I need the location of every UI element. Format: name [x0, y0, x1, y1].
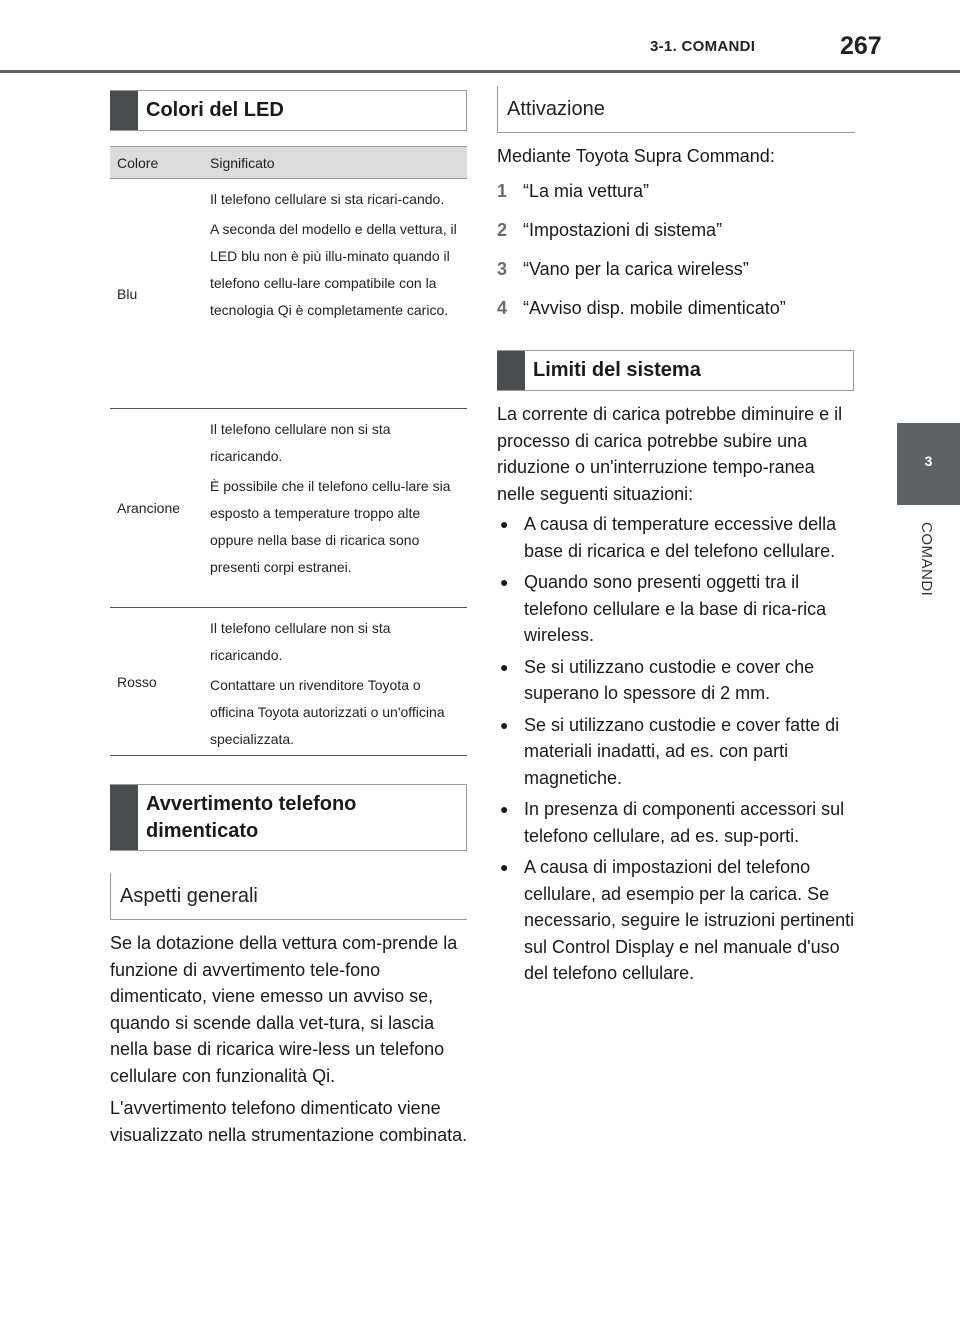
heading-bar [497, 351, 525, 390]
bullet-icon: ● [500, 801, 509, 817]
meaning-line: È possibile che il telefono cellu-lare sia esposto a temperature troppo alte oppure nella base di ricarica sono presenti corpi estranei. [210, 478, 451, 575]
list-item [497, 796, 857, 849]
list-item [497, 712, 857, 792]
led-meaning-cell [210, 409, 467, 607]
bullet-icon: ● [500, 516, 509, 532]
step-text: “Impostazioni di sistema” [523, 220, 723, 240]
step-number: 2 [497, 220, 508, 240]
chapter-label: COMANDI [918, 522, 935, 597]
bullet-text: In presenza di componenti accessori sul telefono cellulare, ad es. sup-porti. [524, 799, 845, 846]
heading-text: Colori del LED [146, 99, 284, 121]
column-header-color: Colore [117, 154, 159, 171]
subheading-general: Aspetti generali [110, 873, 467, 920]
bullet-text: Quando sono presenti oggetti tra il telefono cellulare e la base di rica-rica wireless. [524, 572, 827, 645]
step-text: “Avviso disp. mobile dimenticato” [523, 298, 786, 318]
table-row [110, 409, 467, 608]
bullet-text: A causa di impostazioni del telefono cellulare, ad esempio per la carica. Se necessario, seguire le istruzioni pertinenti sul Control Display e nel manuale d'uso del telefono cellulare. [524, 857, 855, 983]
meaning-line: A seconda del modello e della vettura, il LED blu non è più illu-minato quando il telefono cellu-lare compatibile con la tecnologia Qi è completamente carico. [210, 221, 457, 318]
activation-intro: Mediante Toyota Supra Command: [497, 146, 775, 166]
bullet-icon: ● [500, 574, 509, 590]
meaning-line: Contattare un rivenditore Toyota o officina Toyota autorizzati o un'officina specializzata. [210, 677, 445, 747]
led-color-table [110, 146, 467, 756]
table-row [110, 179, 467, 409]
heading-text: Avvertimento telefono dimenticato [146, 792, 357, 842]
table-header [110, 146, 467, 179]
general-text [110, 930, 470, 1154]
section-title: 3-1. COMANDI [650, 38, 756, 55]
step-text: “La mia vettura” [523, 181, 650, 201]
paragraph: L'avvertimento telefono dimenticato viene visualizzato nella strumentazione combinata. [110, 1098, 468, 1145]
meaning-line: Il telefono cellulare non si sta ricaricando. [210, 421, 391, 464]
heading-forgotten-phone [110, 784, 467, 851]
led-meaning-cell [210, 179, 467, 408]
limits-intro: La corrente di carica potrebbe diminuire e il processo di carica potrebbe subire una riduzione o un'interruzione tempo-ranea nelle seguenti situazioni: [497, 404, 843, 504]
step-number: 4 [497, 298, 508, 318]
bullet-icon: ● [500, 859, 509, 875]
heading-system-limits [497, 350, 854, 391]
bullet-icon: ● [500, 716, 509, 733]
list-item [497, 211, 857, 250]
list-item [497, 854, 857, 987]
column-header-meaning: Significato [210, 154, 275, 171]
paragraph: Se la dotazione della vettura com-prende la funzione di avvertimento tele-fono dimenticato, viene emesso un avviso se, quando si scende dalla vet-tura, si lascia nella base di ricarica wire-less un telefono cellulare con funzionalità Qi. [110, 933, 458, 1086]
list-item [497, 289, 857, 328]
activation-steps [497, 172, 857, 328]
meaning-line: Il telefono cellulare non si sta ricaricando. [210, 620, 391, 663]
heading-led-colors [110, 90, 467, 131]
led-color-cell: Rosso [117, 673, 157, 690]
step-number: 1 [497, 181, 508, 201]
limits-list [497, 511, 857, 992]
step-number: 3 [497, 259, 508, 279]
table-row [110, 608, 467, 756]
step-text: “Vano per la carica wireless” [523, 259, 749, 279]
page-number: 267 [840, 32, 882, 60]
led-meaning-cell [210, 608, 467, 755]
list-item [497, 511, 857, 564]
bullet-text: Se si utilizzano custodie e cover che superano lo spessore di 2 mm. [524, 656, 815, 703]
chapter-tab: 3 [897, 423, 960, 505]
list-item [497, 569, 857, 649]
led-color-cell: Blu [117, 285, 138, 302]
heading-text: Limiti del sistema [533, 359, 701, 381]
heading-bar [110, 91, 138, 130]
list-item [497, 654, 857, 707]
bullet-icon: ● [500, 658, 509, 675]
subheading-activation: Attivazione [497, 86, 855, 133]
bullet-text: A causa di temperature eccessive della base di ricarica e del telefono cellulare. [524, 514, 837, 561]
meaning-line: Il telefono cellulare si sta ricari-cando. [210, 191, 445, 207]
led-color-cell: Arancione [117, 500, 181, 516]
bullet-text: Se si utilizzano custodie e cover fatte di materiali inadatti, ad es. con parti magnetiche. [524, 714, 840, 788]
header-divider [0, 70, 960, 73]
list-item [497, 172, 857, 211]
list-item [497, 250, 857, 289]
heading-bar [110, 785, 138, 850]
